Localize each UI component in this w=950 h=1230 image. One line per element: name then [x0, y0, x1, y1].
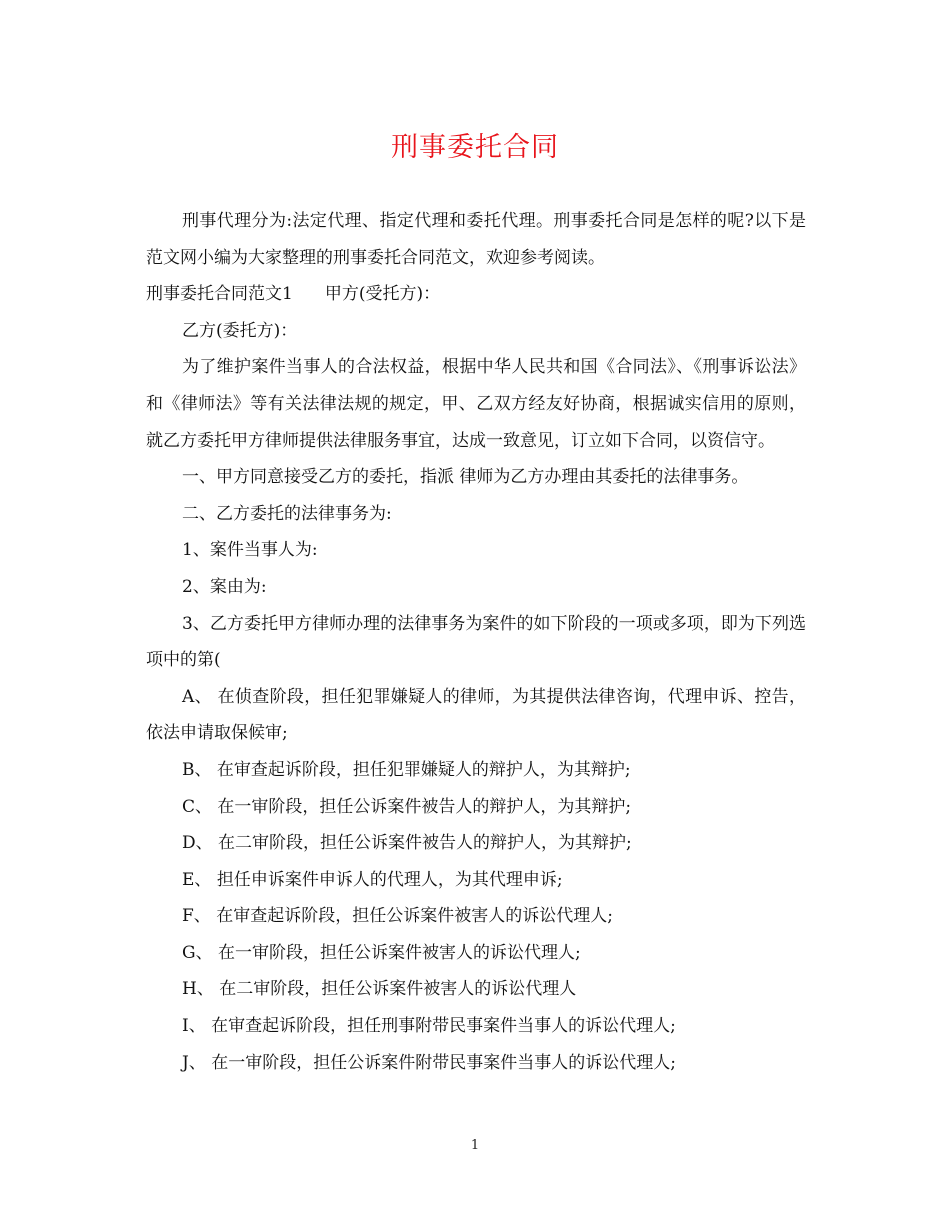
preamble-paragraph: 为了维护案件当事人的合法权益，根据中华人民共和国《合同法》、《刑事诉讼法》和《律师法》等有关法律法规的规定，甲、乙双方经友好协商，根据诚实信用的原则，就乙方委托甲方律师提供法律服务事宜，达成一致意见，订立如下合同，以资信守。 — [146, 357, 806, 451]
sample-heading-row — [146, 276, 806, 313]
intro-paragraph: 刑事代理分为:法定代理、指定代理和委托代理。刑事委托合同是怎样的呢?以下是范文网小编为大家整理的刑事委托合同范文，欢迎参考阅读。 — [146, 211, 806, 268]
option-a: A、 在侦查阶段，担任犯罪嫌疑人的律师，为其提供法律咨询，代理申诉、控告，依法申请取保候审; — [146, 686, 806, 744]
option-i: I、 在审查起诉阶段，担任刑事附带民事案件当事人的诉讼代理人; — [182, 1016, 676, 1037]
item-2: 2、案由为: — [182, 576, 267, 597]
party-a-label: 甲方(受托方)： — [324, 284, 441, 305]
party-b-label: 乙方(委托方)： — [182, 320, 298, 341]
option-d: D、 在二审阶段，担任公诉案件被告人的辩护人，为其辩护; — [182, 833, 632, 854]
item-3: 3、乙方委托甲方律师办理的法律事务为案件的如下阶段的一项或多项，即为下列选项中的第( — [146, 613, 806, 671]
option-f: F、 在审查起诉阶段，担任公诉案件被害人的诉讼代理人; — [182, 906, 613, 927]
sample-heading: 刑事委托合同范文1 — [146, 284, 293, 305]
document-body — [146, 203, 806, 1081]
page-number: 1 — [470, 1138, 480, 1153]
option-e: E、 担任申诉案件申诉人的代理人，为其代理申诉; — [182, 869, 563, 890]
option-g: G、 在一审阶段，担任公诉案件被害人的诉讼代理人; — [182, 942, 581, 963]
clause-2: 二、乙方委托的法律事务为: — [182, 503, 392, 524]
option-j: J、 在一审阶段，担任公诉案件附带民事案件当事人的诉讼代理人; — [182, 1052, 676, 1073]
item-1: 1、案件当事人为: — [182, 540, 318, 561]
clause-1: 一、甲方同意接受乙方的委托，指派 律师为乙方办理由其委托的法律事务。 — [182, 467, 749, 488]
document-title: 刑事委托合同 — [391, 132, 559, 163]
option-c: C、 在一审阶段，担任公诉案件被告人的辩护人，为其辩护; — [182, 796, 632, 817]
option-h: H、 在二审阶段，担任公诉案件被害人的诉讼代理人 — [182, 979, 577, 1000]
option-b: B、 在审查起诉阶段，担任犯罪嫌疑人的辩护人，为其辩护; — [182, 759, 631, 780]
